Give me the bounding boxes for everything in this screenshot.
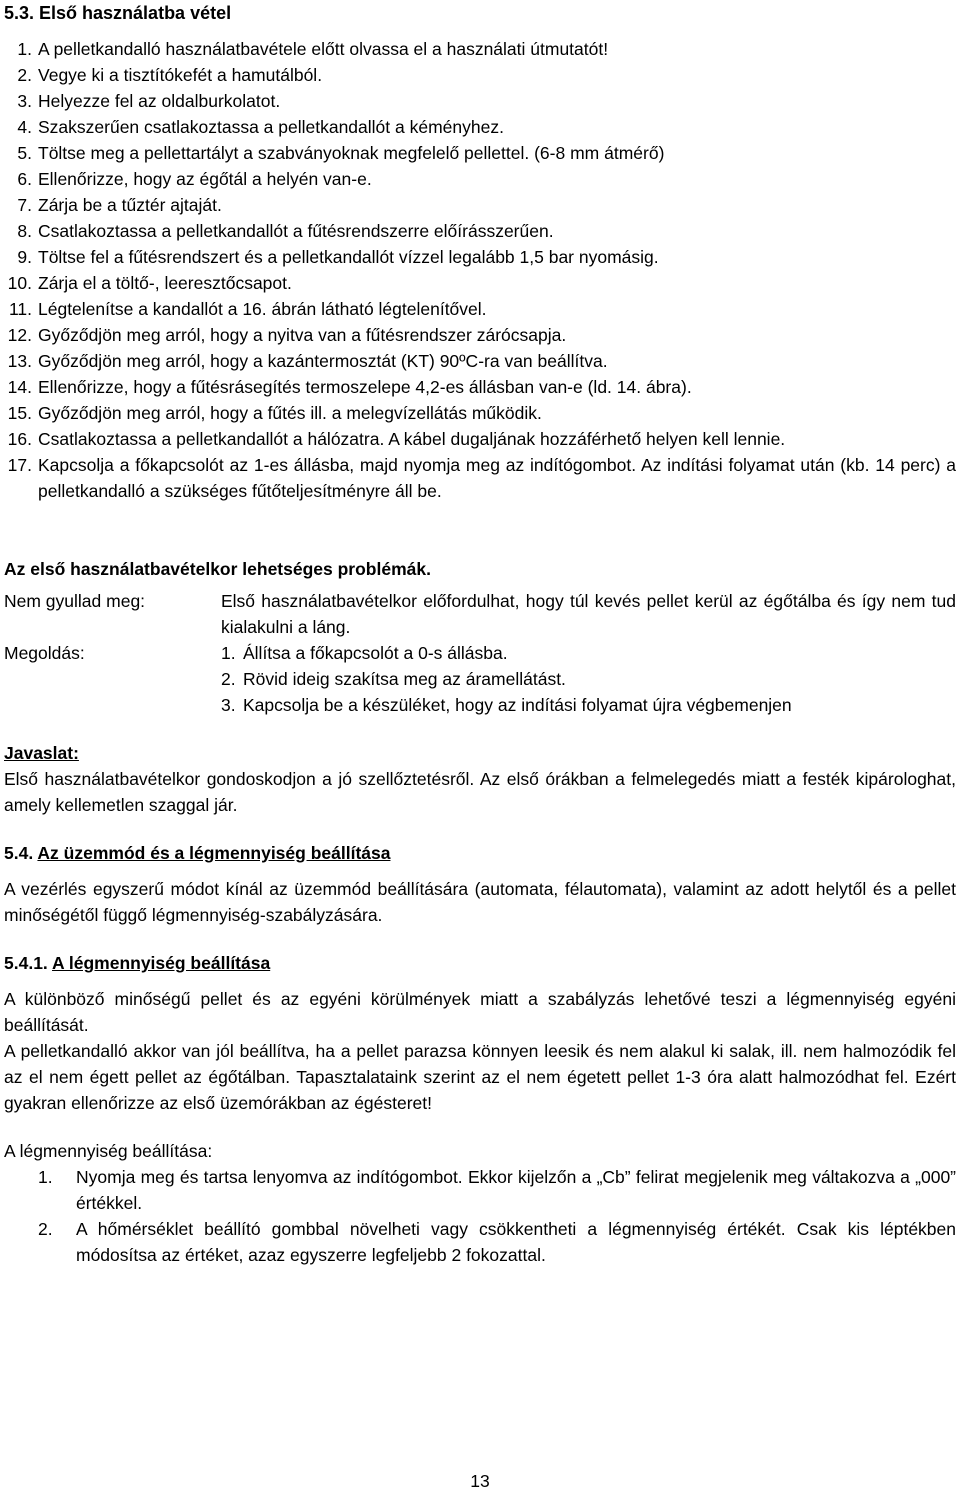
item-number: 3.	[221, 695, 236, 715]
item-text: Vegye ki a tisztítókefét a hamutálból.	[38, 65, 323, 85]
section-heading-5-4	[4, 840, 956, 866]
item-number: 2.	[221, 669, 236, 689]
item-text: Győződjön meg arról, hogy a fűtés ill. a melegvízellátás működik.	[38, 403, 542, 423]
item-number: 12.	[7, 325, 32, 345]
item-number: 17.	[7, 455, 32, 475]
issue-text: Első használatbavételkor előfordulhat, hogy túl kevés pellet kerül az égőtálba és így nem tud kialakulni a láng.	[221, 591, 956, 637]
item-number: 11.	[8, 299, 32, 319]
list-item	[4, 114, 956, 140]
item-text: Csatlakoztassa a pelletkandallót a hálózatra. A kábel dugaljának hozzáférhető helyen kell lennie.	[38, 429, 786, 449]
item-text: Kapcsolja a főkapcsolót az 1-es állásba, majd nyomja meg az indítógombot. Az indítási folyamat után (kb. 14 perc) a pelletkandalló a szükséges fűtőteljesítményre áll be.	[38, 455, 956, 501]
list-item	[4, 244, 956, 270]
item-text: Ellenőrizze, hogy a fűtésrásegítés termoszelepe 4,2-es állásban van-e (ld. 14. ábra).	[38, 377, 692, 397]
list-item	[221, 640, 956, 666]
item-text: Szakszerűen csatlakoztassa a pelletkandallót a kéményhez.	[38, 117, 504, 137]
suggestion-heading: Javaslat:	[4, 743, 79, 763]
problems-heading: Az első használatbavételkor lehetséges problémák.	[4, 559, 431, 579]
item-number: 2.	[38, 1219, 53, 1239]
item-number: 6.	[17, 169, 32, 189]
item-text: Győződjön meg arról, hogy a nyitva van a fűtésrendszer zárócsapja.	[38, 325, 567, 345]
list-item	[4, 1216, 956, 1268]
list-item	[4, 1164, 956, 1216]
item-text: A hőmérséklet beállító gombbal növelheti vagy csökkentheti a légmennyiség értékét. Csak kis léptékben módosítsa az értéket, azaz egyszerre legfeljebb 2 fokozattal.	[76, 1219, 956, 1265]
item-number: 1.	[221, 643, 236, 663]
item-number: 10.	[7, 273, 32, 293]
section-5-4-1-para2: A pelletkandalló akkor van jól beállítva, ha a pellet parazsa könnyen leesik és nem alakul ki salak, ill. nem halmozódik fel az el nem égett pellet az égőtálban. Tapasztalataink szerint az el nem égetett pellet 1-3 óra alatt halmozódhat fel. Ezért gyakran ellenőrizze az első üzemórákban az égésteret!	[4, 1041, 956, 1113]
item-number: 1.	[17, 39, 32, 59]
list-item	[221, 666, 956, 692]
list-item	[4, 140, 956, 166]
list-item	[4, 36, 956, 62]
section-heading-5-4-1	[4, 950, 956, 976]
issue-row	[4, 588, 956, 640]
adjust-heading: A légmennyiség beállítása:	[4, 1141, 213, 1161]
section-number: 5.4.1.	[4, 953, 48, 973]
item-text: Nyomja meg és tartsa lenyomva az indítógombot. Ekkor kijelzőn a „Cb” felirat megjelenik meg váltakozva a „000” értékkel.	[76, 1167, 956, 1213]
section-number: 5.4.	[4, 843, 34, 863]
list-item	[4, 400, 956, 426]
item-number: 4.	[17, 117, 32, 137]
section-5-4-text: A vezérlés egyszerű módot kínál az üzemmód beállítására (automata, félautomata), valamint az adott helytől és a pellet minőségétől függő légmennyiség-szabályzására.	[4, 879, 956, 925]
section-title: Az üzemmód és a légmennyiség beállítása	[37, 843, 391, 863]
list-item	[4, 426, 956, 452]
item-text: Helyezze fel az oldalburkolatot.	[38, 91, 281, 111]
document-page	[4, 0, 956, 1268]
adjust-steps	[4, 1164, 956, 1268]
list-item	[4, 88, 956, 114]
section-title: A légmennyiség beállítása	[52, 953, 271, 973]
item-text: Töltse fel a fűtésrendszert és a pelletkandallót vízzel legalább 1,5 bar nyomásig.	[38, 247, 659, 267]
list-item	[4, 166, 956, 192]
item-text: A pelletkandalló használatbavétele előtt olvassa el a használati útmutatót!	[38, 39, 609, 59]
item-text: Győződjön meg arról, hogy a kazántermosztát (KT) 90ºC-ra van beállítva.	[38, 351, 608, 371]
section-5-4-1-para1: A különböző minőségű pellet és az egyéni körülmények miatt a szabályzás lehetővé teszi a légmennyiség egyéni beállítását.	[4, 989, 956, 1035]
list-item	[4, 296, 956, 322]
issue-label: Nem gyullad meg:	[4, 591, 146, 611]
item-text: Rövid ideig szakítsa meg az áramellátást.	[243, 669, 566, 689]
item-number: 15.	[7, 403, 32, 423]
item-number: 8.	[17, 221, 32, 241]
item-number: 2.	[17, 65, 32, 85]
item-text: Kapcsolja be a készüléket, hogy az indítási folyamat újra végbemenjen	[243, 695, 792, 715]
item-text: Csatlakoztassa a pelletkandallót a fűtésrendszerre előírásszerűen.	[38, 221, 554, 241]
item-number: 14.	[7, 377, 32, 397]
item-number: 7.	[17, 195, 32, 215]
list-item	[4, 348, 956, 374]
section-heading-5-3: 5.3. Első használatba vétel	[4, 3, 232, 23]
item-number: 1.	[38, 1167, 53, 1187]
item-text: Állítsa a főkapcsolót a 0-s állásba.	[243, 643, 508, 663]
list-item	[221, 692, 956, 718]
item-number: 16.	[7, 429, 32, 449]
solution-list	[221, 640, 956, 718]
list-item	[4, 218, 956, 244]
solution-label: Megoldás:	[4, 643, 85, 663]
list-item	[4, 62, 956, 88]
page-number: 13	[470, 1471, 490, 1491]
item-text: Töltse meg a pellettartályt a szabványoknak megfelelő pellettel. (6-8 mm átmérő)	[38, 143, 665, 163]
first-use-steps	[4, 36, 956, 504]
item-number: 9.	[17, 247, 32, 267]
item-number: 13.	[7, 351, 32, 371]
item-text: Ellenőrizze, hogy az égőtál a helyén van-e.	[38, 169, 372, 189]
item-text: Zárja el a töltő-, leeresztőcsapot.	[38, 273, 292, 293]
list-item	[4, 452, 956, 504]
list-item	[4, 192, 956, 218]
solution-row	[4, 640, 956, 718]
item-number: 5.	[17, 143, 32, 163]
item-text: Zárja be a tűztér ajtaját.	[38, 195, 222, 215]
suggestion-text: Első használatbavételkor gondoskodjon a jó szellőztetésről. Az első órákban a felmelegedés miatt a festék kipárologhat, amely kellemetlen szaggal jár.	[4, 769, 956, 815]
list-item	[4, 322, 956, 348]
item-text: Légtelenítse a kandallót a 16. ábrán látható légtelenítővel.	[38, 299, 487, 319]
list-item	[4, 374, 956, 400]
list-item	[4, 270, 956, 296]
item-number: 3.	[17, 91, 32, 111]
